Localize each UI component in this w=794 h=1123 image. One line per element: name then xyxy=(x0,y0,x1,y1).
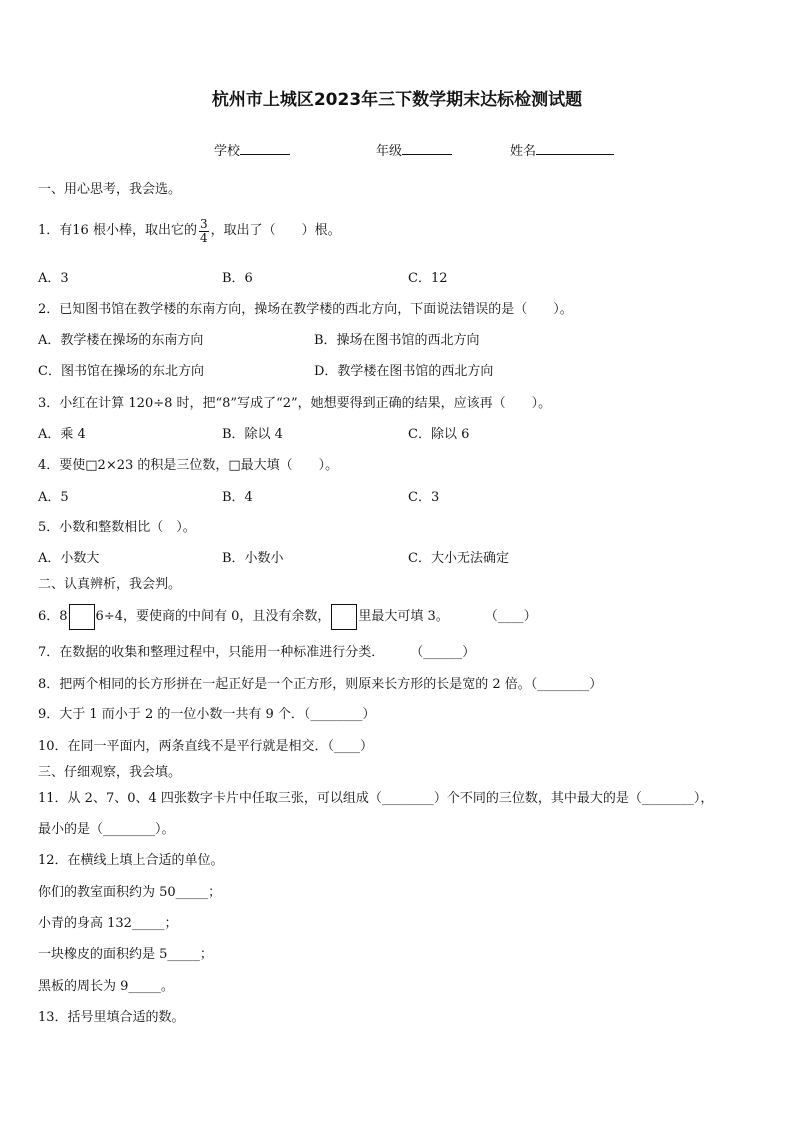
name-blank[interactable] xyxy=(536,142,614,155)
q3-option-b: B．除以 4 xyxy=(222,427,283,442)
q5-option-c: C．大小无法确定 xyxy=(408,551,509,566)
q12-item-c: 一块橡皮的面积约是 5_____； xyxy=(38,947,213,962)
question-2: 2．已知图书馆在教学楼的东南方向，操场在教学楼的西北方向，下面说法错误的是（ ）。 xyxy=(38,302,573,317)
q2-option-a: A．教学楼在操场的东南方向 xyxy=(38,333,204,348)
question-13: 13．括号里填合适的数。 xyxy=(38,1010,185,1025)
q2-option-b: B．操场在图书馆的西北方向 xyxy=(314,333,480,348)
q6-box-2[interactable] xyxy=(331,604,357,630)
name-field xyxy=(510,142,614,160)
question-11-line2: 最小的是（________）。 xyxy=(38,822,175,837)
q5-option-b: B．小数小 xyxy=(222,551,284,566)
question-7: 7．在数据的收集和整理过程中，只能用一种标准进行分类． （______） xyxy=(38,645,476,660)
q1-fraction xyxy=(199,218,209,245)
grade-blank[interactable] xyxy=(402,142,452,155)
q4-option-a: A．5 xyxy=(38,490,69,505)
school-field xyxy=(214,142,290,160)
grade-field xyxy=(376,142,452,160)
q1-prefix: 1．有16 根小棒，取出它的 xyxy=(38,223,197,238)
school-label: 学校 xyxy=(214,144,241,159)
question-6 xyxy=(38,603,537,631)
question-1 xyxy=(38,216,341,246)
question-8: 8．把两个相同的长方形拼在一起正好是一个正方形，则原来长方形的长是宽的 2 倍。（________） xyxy=(38,677,603,692)
question-9: 9．大于 1 而小于 2 的一位小数一共有 9 个．（________） xyxy=(38,707,376,722)
q6-box-1[interactable] xyxy=(69,604,95,630)
q1-option-a: A．3 xyxy=(38,271,69,286)
q1-fraction-denominator: 4 xyxy=(199,230,208,245)
q4-option-c: C．3 xyxy=(408,490,440,505)
question-11-line1: 11．从 2、7、0、4 四张数字卡片中任取三张，可以组成（________）个不同的三位数，其中最大的是（________）， xyxy=(38,791,714,806)
page-title: 杭州市上城区2023年三下数学期末达标检测试题 xyxy=(211,90,583,110)
q3-option-c: C．除以 6 xyxy=(408,427,470,442)
q6-part1: 6．8 xyxy=(38,609,68,624)
q1-suffix: ，取出了（ ）根。 xyxy=(210,223,341,238)
name-label: 姓名 xyxy=(510,144,537,159)
q3-option-a: A．乘 4 xyxy=(38,427,86,442)
q6-part2: 6÷4，要使商的中间有 0，且没有余数， xyxy=(95,609,331,624)
question-4: 4．要使□2×23 的积是三位数，□最大填（ ）。 xyxy=(38,458,339,473)
section3-heading: 三、仔细观察，我会填。 xyxy=(38,765,182,780)
q1-option-b: B．6 xyxy=(222,271,253,286)
q5-option-a: A．小数大 xyxy=(38,551,100,566)
q12-item-d: 黑板的周长为 9_____。 xyxy=(38,979,174,994)
q12-item-a: 你们的教室面积约为 50_____； xyxy=(38,885,222,900)
q1-fraction-numerator: 3 xyxy=(199,216,208,231)
grade-label: 年级 xyxy=(376,144,403,159)
q6-part3: 里最大可填 3。 xyxy=(358,609,449,624)
q12-item-b: 小青的身高 132_____； xyxy=(38,916,178,931)
question-12: 12．在横线上填上合适的单位。 xyxy=(38,853,224,868)
section1-heading: 一、用心思考，我会选。 xyxy=(38,182,182,197)
q4-option-b: B．4 xyxy=(222,490,253,505)
school-blank[interactable] xyxy=(240,142,290,155)
q1-option-c: C．12 xyxy=(408,271,448,286)
section2-heading: 二、认真辨析，我会判。 xyxy=(38,577,182,592)
q6-answer-paren[interactable]: （____） xyxy=(484,609,537,624)
question-10: 10．在同一平面内，两条直线不是平行就是相交．（____） xyxy=(38,739,374,754)
question-5: 5．小数和整数相比（ ）。 xyxy=(38,520,196,535)
q2-option-c: C．图书馆在操场的东北方向 xyxy=(38,364,204,379)
question-3: 3．小红在计算 120÷8 时，把“8”写成了“2”，她想要得到正确的结果，应该再（ ）。 xyxy=(38,396,552,411)
q2-option-d: D．教学楼在图书馆的西北方向 xyxy=(314,364,494,379)
